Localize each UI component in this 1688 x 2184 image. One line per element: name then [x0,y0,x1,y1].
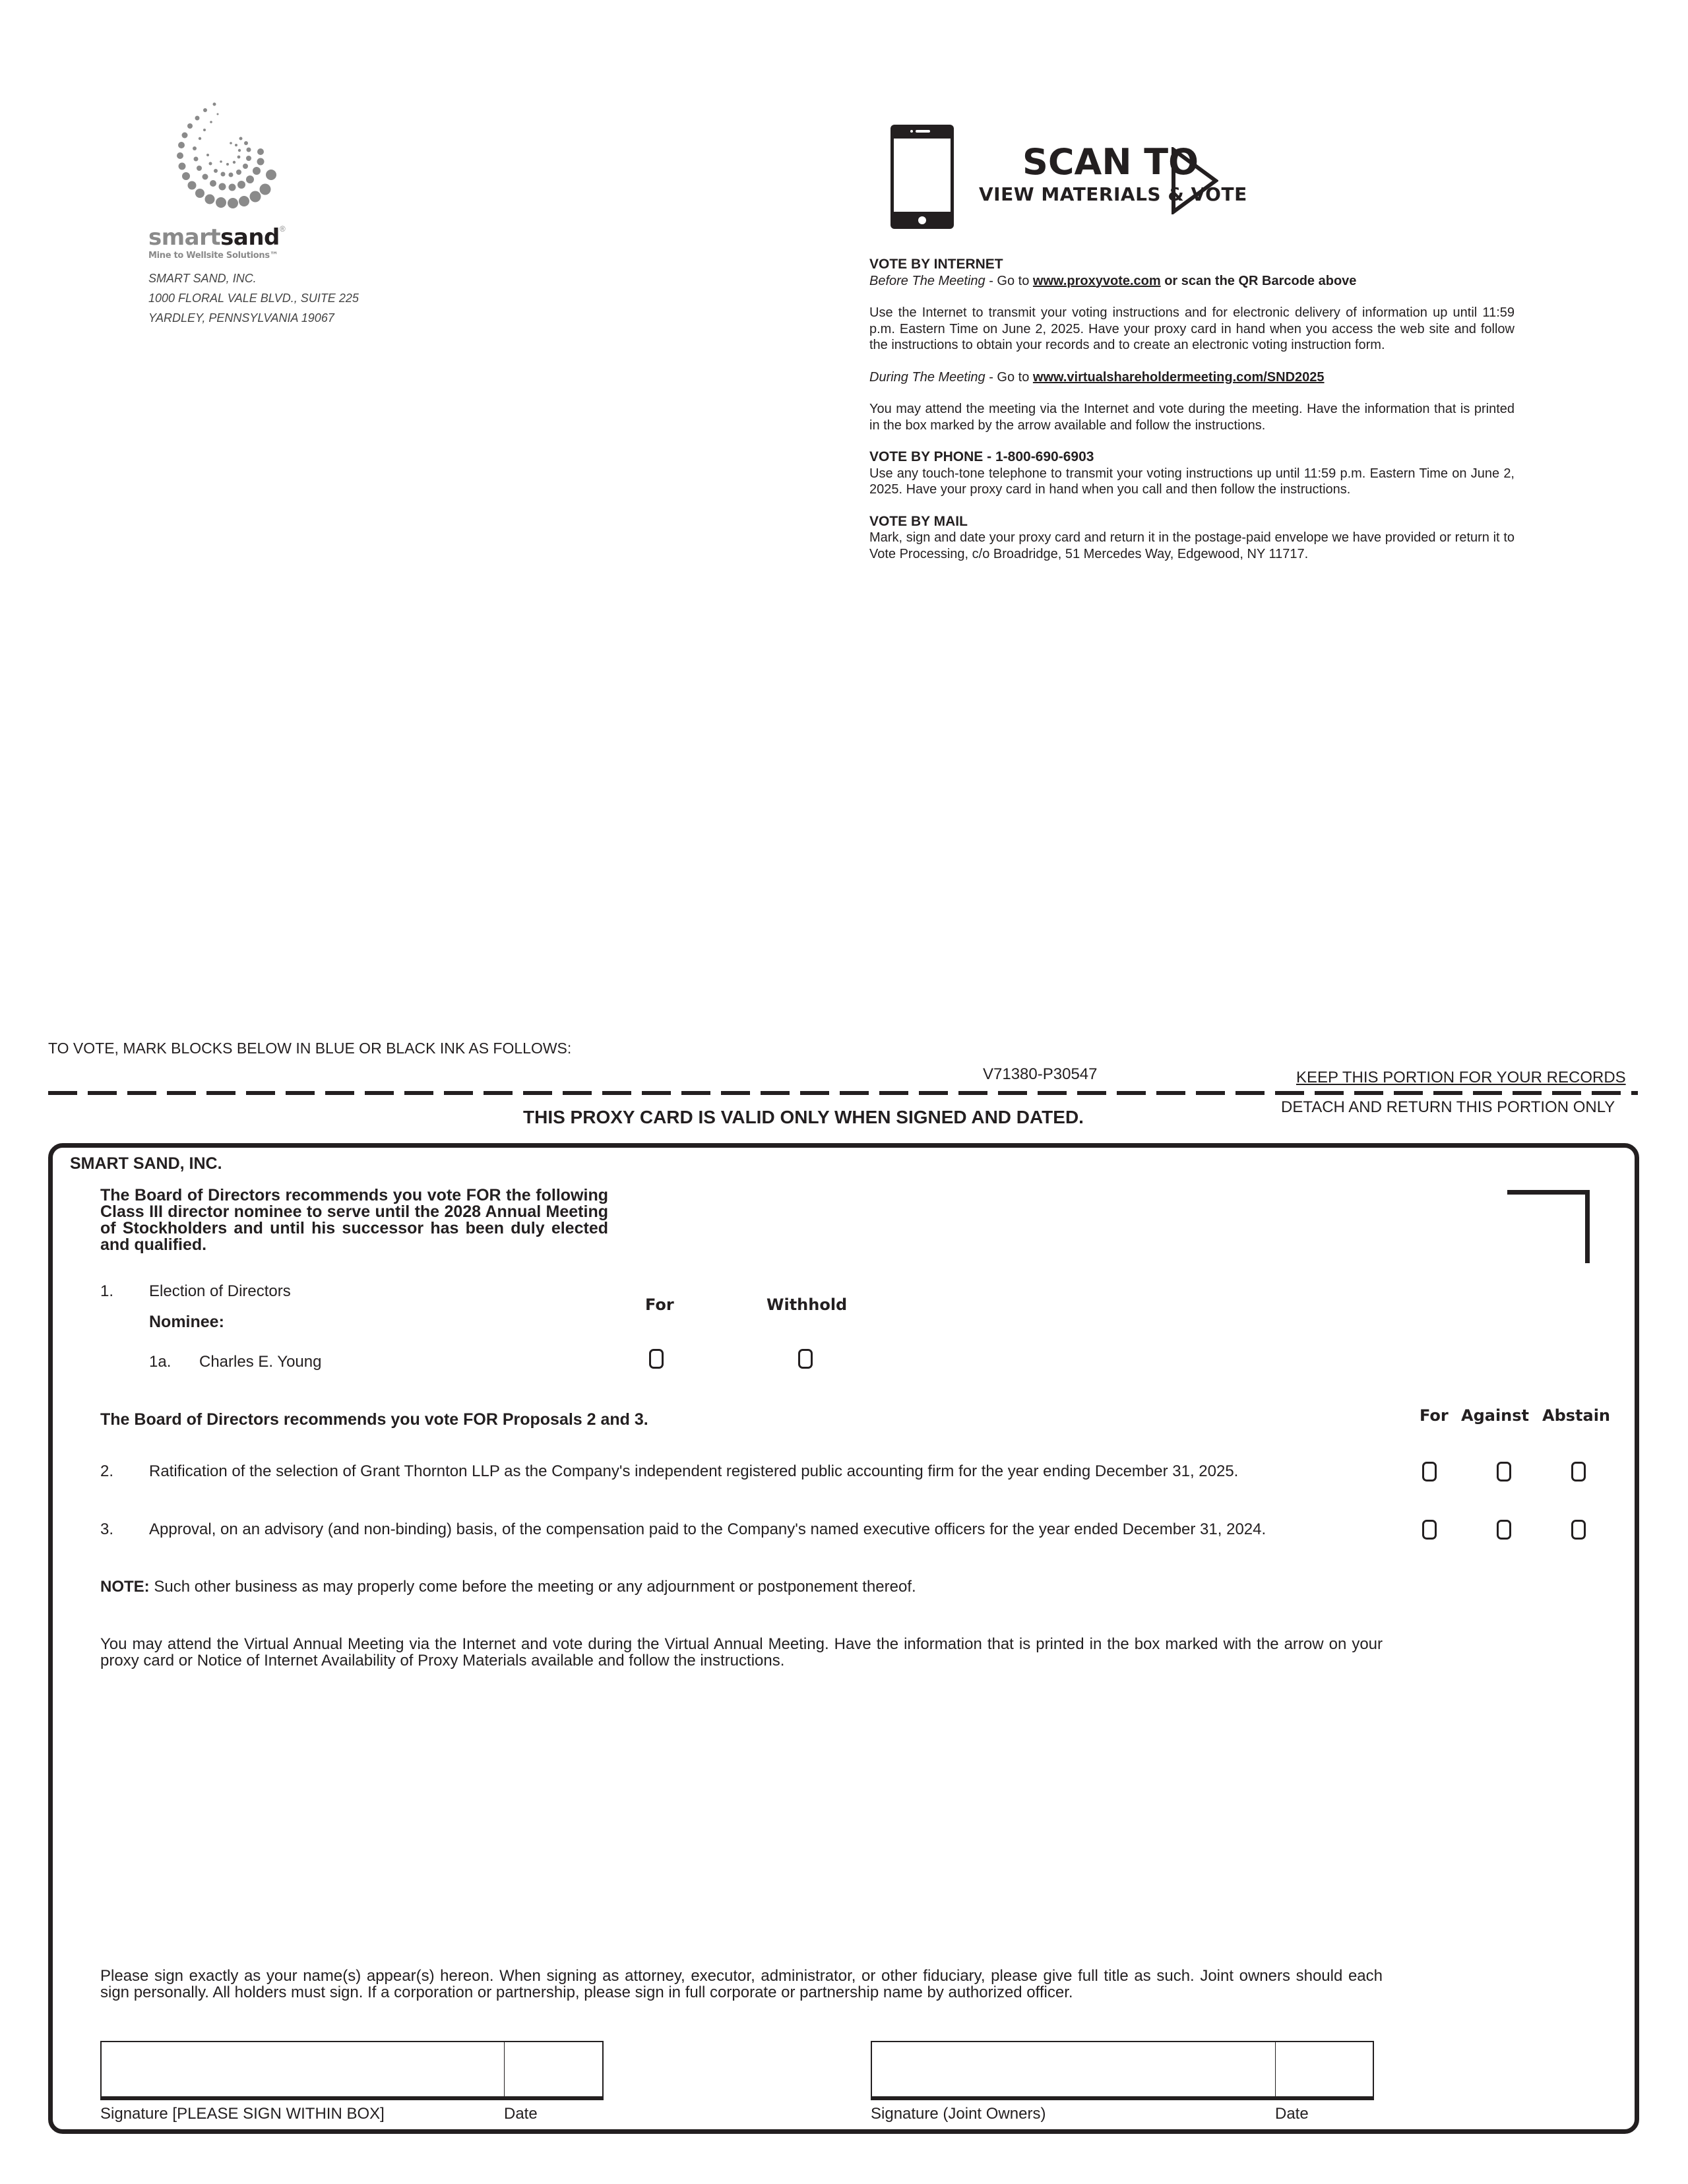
logo-text-sand: sand [220,224,280,251]
proxyvote-link[interactable]: www.proxyvote.com [1032,273,1161,288]
board-recommendation-2: The Board of Directors recommends you vote FOR Proposals 2 and 3. [100,1410,648,1429]
board-recommendation-1: The Board of Directors recommends you vote FOR the following Class III director nominee to serve until the 2028 Annual Meeting of Stockholders and until his successor has been duly elected and qualified. [100,1186,608,1254]
date-label: Date [504,2105,538,2123]
proposal-2-abstain-checkbox[interactable] [1571,1462,1586,1482]
smartphone-icon [891,125,954,232]
voting-instructions [869,257,1515,562]
nominee-1a-name: Charles E. Young [199,1353,322,1371]
vote-mail-body: Mark, sign and date your proxy card and return it in the postage-paid envelope we have provided or return it to Vote Processing, c/o Broadridge, 51 Mercedes Way, Edgewood, NY 11717. [869,530,1515,561]
card-company-name: SMART SAND, INC. [70,1154,222,1173]
note-text: Such other business as may properly come before the meeting or any adjournment or postponement thereof. [149,1578,916,1596]
nominee-1a-for-checkbox[interactable] [649,1349,664,1369]
vote-internet-body: Use the Internet to transmit your voting instructions and for electronic delivery of information up until 11:59 p.m. Eastern Time on June 2, 2025. Have your proxy card in hand when you access the web site and follow the instructions to obtain your records and to create an electronic voting instruction form. [869,305,1515,352]
signature-label: Signature [PLEASE SIGN WITHIN BOX] [100,2105,385,2123]
proposal-1-title: Election of Directors [149,1282,291,1300]
column-abstain-label: Abstain [1542,1406,1611,1425]
during-meeting-label: During The Meeting [869,369,985,385]
nominee-label: Nominee: [149,1313,224,1331]
keep-portion-label: KEEP THIS PORTION FOR YOUR RECORDS [1296,1069,1626,1086]
valid-notice: THIS PROXY CARD IS VALID ONLY WHEN SIGNED AND DATED. [523,1107,1084,1127]
before-meeting-line [869,273,1515,290]
control-number: V71380-P30547 [983,1065,1098,1083]
proposal-1-number: 1. [100,1282,114,1300]
signature-date-divider [504,2041,505,2098]
column-for-label: For [645,1295,674,1314]
column-withhold-label: Withhold [766,1295,848,1314]
joint-signature-box[interactable] [871,2041,1374,2100]
scan-title: SCAN TO [1022,141,1199,183]
signature-box[interactable] [100,2041,604,2100]
during-meeting-go-to: - Go to [985,369,1033,385]
during-meeting-line [869,369,1515,386]
joint-signature-date-divider [1275,2041,1276,2098]
note [100,1578,916,1595]
proposal-3-text: Approval, on an advisory (and non-binding) basis, of the compensation paid to the Company's named executive officers for the year ended December 31, 2024. [149,1520,1266,1538]
logo-text-smart: smart [148,224,221,251]
column-for-label-2: For [1420,1406,1449,1425]
before-meeting-go-to: - Go to [985,273,1033,288]
vote-phone-body: Use any touch-tone telephone to transmit your voting instructions up until 11:59 p.m. Eastern Time on June 2, 2025. Have your proxy card in hand when you call and then follow the instructions. [869,466,1515,497]
before-meeting-label: Before The Meeting [869,273,985,288]
registered-mark: ® [279,224,286,234]
proposal-3-number: 3. [100,1520,114,1538]
sign-instructions: Please sign exactly as your name(s) appear(s) hereon. When signing as attorney, executor, administrator, or other fiduciary, please give full title as such. Joint owners should each sign personally. All holders must sign. If a corporation or partnership, please sign in full corporate or partnership name by authorized officer. [100,1967,1383,2001]
play-arrow-icon [1171,147,1218,218]
ink-instruction: TO VOTE, MARK BLOCKS BELOW IN BLUE OR BLACK INK AS FOLLOWS: [48,1040,572,1057]
qr-instruction: or scan the QR Barcode above [1160,273,1357,288]
company-address [148,268,359,328]
corner-registration-mark [1507,1190,1590,1263]
vote-internet-heading: VOTE BY INTERNET [869,257,1003,272]
proposal-2-number: 2. [100,1462,114,1480]
address-line: SMART SAND, INC. [148,272,257,285]
proposal-2-for-checkbox[interactable] [1422,1462,1437,1482]
vote-phone-heading: VOTE BY PHONE - 1-800-690-6903 [869,449,1094,464]
nominee-1a-withhold-checkbox[interactable] [798,1349,813,1369]
detach-portion-label: DETACH AND RETURN THIS PORTION ONLY [1281,1098,1615,1116]
nominee-1a-number: 1a. [149,1353,172,1371]
vote-mail-heading: VOTE BY MAIL [869,513,968,529]
scan-subtitle: VIEW MATERIALS & VOTE [979,183,1247,205]
proposal-3-against-checkbox[interactable] [1497,1520,1511,1540]
address-line: YARDLEY, PENNSYLVANIA 19067 [148,311,334,325]
column-against-label: Against [1461,1406,1530,1425]
note-label: NOTE: [100,1578,150,1596]
virtual-meeting-text: You may attend the Virtual Annual Meeting via the Internet and vote during the Virtual Annual Meeting. Have the information that is printed in the box marked with the arrow on your proxy card or Notice of Internet Availability of Proxy Materials available and follow the instructions. [100,1635,1383,1669]
address-line: 1000 FLORAL VALE BLVD., SUITE 225 [148,292,359,305]
proposal-3-for-checkbox[interactable] [1422,1520,1437,1540]
proposal-2-text: Ratification of the selection of Grant Thornton LLP as the Company's independent registered public accounting firm for the year ending December 31, 2025. [149,1462,1239,1480]
logo-tagline: Mine to Wellsite Solutions™ [148,251,278,261]
joint-signature-label: Signature (Joint Owners) [871,2105,1046,2123]
company-logo [148,102,300,261]
proposal-2-against-checkbox[interactable] [1497,1462,1511,1482]
during-meeting-body: You may attend the meeting via the Internet and vote during the meeting. Have the information that is printed in the box marked by the arrow available and follow the instructions. [869,402,1515,433]
detach-perforation-line[interactable] [48,1091,1638,1095]
swirl-dots-logo-icon [148,102,300,221]
proposal-3-abstain-checkbox[interactable] [1571,1520,1586,1540]
joint-date-label: Date [1275,2105,1309,2123]
virtual-meeting-link[interactable]: www.virtualshareholdermeeting.com/SND2025 [1032,369,1325,385]
